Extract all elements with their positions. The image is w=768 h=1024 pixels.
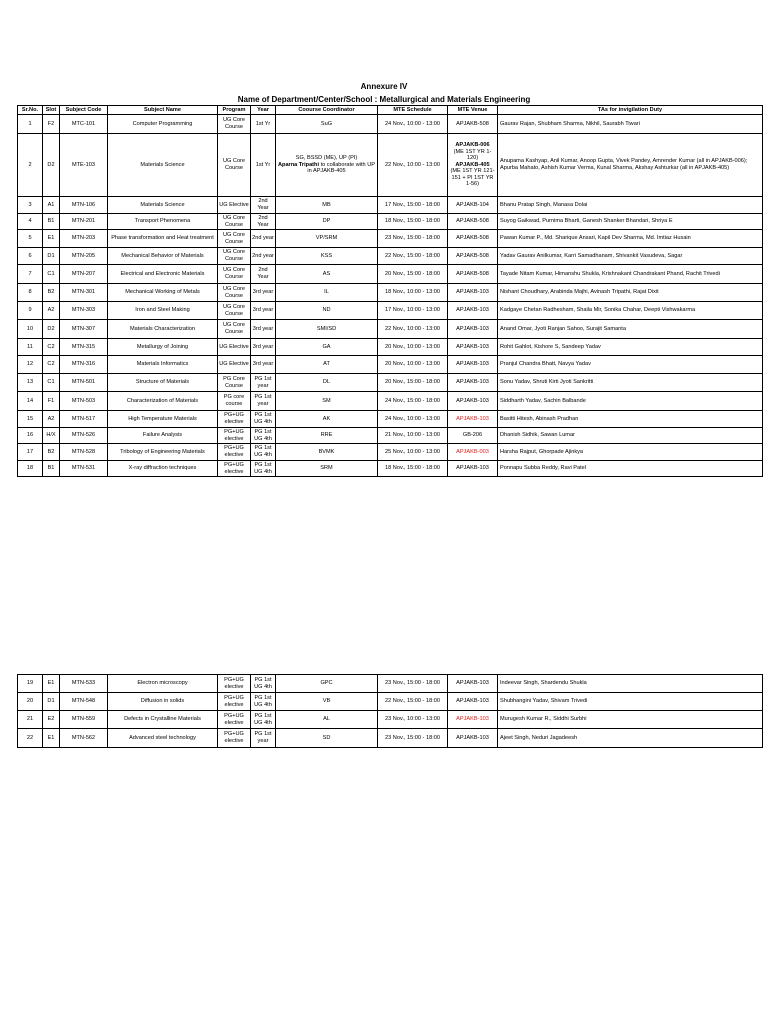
year-cell: 1st Yr <box>251 134 276 197</box>
program-cell: PG+UG elective <box>218 729 251 748</box>
program-cell: UG Core Course <box>218 320 251 339</box>
subject-code-cell: MTE-103 <box>60 134 108 197</box>
program-cell: PG+UG elective <box>218 428 251 444</box>
sr-no-cell: 15 <box>18 411 43 428</box>
slot-cell: E1 <box>43 230 60 248</box>
invigilation-table-continued <box>17 674 763 748</box>
program-cell: UG Core Course <box>218 115 251 134</box>
program-cell: UG Core Course <box>218 214 251 230</box>
program-cell: UG Core Course <box>218 134 251 197</box>
table-row <box>18 693 763 711</box>
subject-code-cell: MTN-531 <box>60 461 108 477</box>
tas-cell: Indeevar Singh, Shardendu Shukla <box>498 675 763 693</box>
year-cell: 3rd year <box>251 302 276 320</box>
subject-code-cell: MTC-101 <box>60 115 108 134</box>
mte-venue-cell: APJAKB-103 <box>448 284 498 302</box>
table-row <box>18 461 763 477</box>
tas-cell: Basitti Hitesh, Abinash Pradhan <box>498 411 763 428</box>
program-cell: PG+UG elective <box>218 411 251 428</box>
mte-venue-cell: APJAKB-103 <box>448 411 498 428</box>
program-cell: PG Core Course <box>218 374 251 392</box>
mte-venue-cell: APJAKB-103 <box>448 392 498 411</box>
program-cell: PG+UG elective <box>218 675 251 693</box>
subject-code-cell: MTN-301 <box>60 284 108 302</box>
coordinator-note: to collaborate with UP in APJAKB-405 <box>307 161 375 175</box>
year-cell: PG 1st UG 4th <box>251 411 276 428</box>
tas-cell: Anand Omar, Jyoti Ranjan Sahoo, Surajit Samanta <box>498 320 763 339</box>
coordinator-cell <box>276 134 378 197</box>
table-row <box>18 214 763 230</box>
mte-schedule-cell: 21 Nov., 10:00 - 13:00 <box>378 428 448 444</box>
slot-cell: C2 <box>43 339 60 356</box>
program-cell: PG+UG elective <box>218 693 251 711</box>
table-row <box>18 675 763 693</box>
tas-cell: Anupama Kashyap, Anil Kumar, Anoop Gupta, Vivek Pandey, Amrender Kumar (all in APJAKB-006); Apurba Mahato, Ashish Kumar Verma, Kunal Sharma, Akshay Ashturkar (all in APJAKB-405) <box>498 134 763 197</box>
sr-no-cell: 8 <box>18 284 43 302</box>
subject-code-cell: MTN-548 <box>60 693 108 711</box>
mte-schedule-cell: 20 Nov., 10:00 - 13:00 <box>378 339 448 356</box>
subject-name-cell: Electron microscopy <box>108 675 218 693</box>
year-cell: 3rd year <box>251 356 276 374</box>
mte-schedule-cell: 24 Nov., 10:00 - 13:00 <box>378 115 448 134</box>
mte-venue-cell <box>448 134 498 197</box>
table-row <box>18 392 763 411</box>
table-row <box>18 711 763 729</box>
mte-schedule-cell: 24 Nov., 15:00 - 18:00 <box>378 392 448 411</box>
col-header: Slot <box>43 106 60 115</box>
coordinator-cell: AT <box>276 356 378 374</box>
subject-name-cell: Structure of Materials <box>108 374 218 392</box>
mte-schedule-cell: 24 Nov., 10:00 - 13:00 <box>378 411 448 428</box>
program-cell: UG Core Course <box>218 284 251 302</box>
year-cell: 3rd year <box>251 339 276 356</box>
program-cell: PG+UG elective <box>218 461 251 477</box>
tas-cell: Tayade Nitam Kumar, Himanshu Shukla, Krishnakant Chandrakant Phand, Rachit Trivedi <box>498 265 763 284</box>
department-title: Name of Department/Center/School : Metallurgical and Materials Engineering <box>237 95 531 104</box>
col-header: Subject Code <box>60 106 108 115</box>
col-header: Year <box>251 106 276 115</box>
mte-venue-cell: APJAKB-508 <box>448 265 498 284</box>
mte-schedule-cell: 18 Nov., 10:00 - 13:00 <box>378 284 448 302</box>
slot-cell: A2 <box>43 411 60 428</box>
tas-cell: Gaurav Rajan, Shubham Sharma, Nikhil, Saurabh Tiwari <box>498 115 763 134</box>
coordinator-cell: VB <box>276 693 378 711</box>
table-row <box>18 248 763 265</box>
coordinator-cell: AL <box>276 711 378 729</box>
mte-venue-cell: APJAKB-103 <box>448 461 498 477</box>
subject-name-cell: Diffusion in solids <box>108 693 218 711</box>
slot-cell: E2 <box>43 711 60 729</box>
slot-cell: B2 <box>43 444 60 461</box>
coordinator-cell: VP/SRM <box>276 230 378 248</box>
subject-code-cell: MTN-562 <box>60 729 108 748</box>
slot-cell: C2 <box>43 356 60 374</box>
mte-schedule-cell: 23 Nov., 15:00 - 18:00 <box>378 230 448 248</box>
mte-venue-cell: APJAKB-103 <box>448 729 498 748</box>
subject-code-cell: MTN-501 <box>60 374 108 392</box>
year-cell: 2nd year <box>251 248 276 265</box>
coordinator-cell: ND <box>276 302 378 320</box>
slot-cell: B1 <box>43 461 60 477</box>
sr-no-cell: 14 <box>18 392 43 411</box>
mte-venue-cell: APJAKB-103 <box>448 374 498 392</box>
mte-venue-cell: APJAKB-508 <box>448 248 498 265</box>
mte-venue-cell: APJAKB-103 <box>448 320 498 339</box>
year-cell: 2nd Year <box>251 214 276 230</box>
subject-code-cell: MTN-526 <box>60 428 108 444</box>
mte-schedule-cell: 20 Nov., 15:00 - 18:00 <box>378 374 448 392</box>
slot-cell: E1 <box>43 675 60 693</box>
sr-no-cell: 13 <box>18 374 43 392</box>
header-row <box>18 106 763 115</box>
table-row <box>18 374 763 392</box>
coordinator-cell: DP <box>276 214 378 230</box>
tas-cell: Bhanu Pratap Singh, Manasa Dolai <box>498 197 763 214</box>
subject-code-cell: MTN-503 <box>60 392 108 411</box>
table-row <box>18 302 763 320</box>
sr-no-cell: 6 <box>18 248 43 265</box>
mte-schedule-cell: 20 Nov., 10:00 - 13:00 <box>378 356 448 374</box>
subject-code-cell: MTN-528 <box>60 444 108 461</box>
mte-venue-cell: APJAKB-103 <box>448 693 498 711</box>
sr-no-cell: 20 <box>18 693 43 711</box>
slot-cell: H/X <box>43 428 60 444</box>
venue-line: APJAKB-006 <box>455 141 490 148</box>
mte-schedule-cell: 17 Nov., 10:00 - 13:00 <box>378 302 448 320</box>
year-cell: 2nd Year <box>251 197 276 214</box>
subject-code-cell: MTN-205 <box>60 248 108 265</box>
mte-schedule-cell: 17 Nov., 15:00 - 18:00 <box>378 197 448 214</box>
venue-line: APJAKB-405 <box>455 161 490 168</box>
col-header: MTE Venue <box>448 106 498 115</box>
sr-no-cell: 2 <box>18 134 43 197</box>
table-row <box>18 230 763 248</box>
table-row <box>18 197 763 214</box>
coordinator-cell: AK <box>276 411 378 428</box>
slot-cell: B2 <box>43 284 60 302</box>
col-header: Sr.No. <box>18 106 43 115</box>
mte-venue-cell: APJAKB-103 <box>448 339 498 356</box>
mte-schedule-cell: 22 Nov., 15:00 - 18:00 <box>378 248 448 265</box>
subject-code-cell: MTN-316 <box>60 356 108 374</box>
col-header: MTE Schedule <box>378 106 448 115</box>
table-row <box>18 444 763 461</box>
tas-cell: Rohit Gahlot, Kishore S, Sandeep Yadav <box>498 339 763 356</box>
slot-cell: F2 <box>43 115 60 134</box>
subject-name-cell: Failure Analysis <box>108 428 218 444</box>
col-header: Subject Name <box>108 106 218 115</box>
mte-schedule-cell: 18 Nov., 15:00 - 18:00 <box>378 461 448 477</box>
coordinator-cell: SMI/SD <box>276 320 378 339</box>
subject-name-cell: Materials Characterization <box>108 320 218 339</box>
mte-venue-cell: GB-206 <box>448 428 498 444</box>
table-row <box>18 265 763 284</box>
subject-name-cell: Characterization of Materials <box>108 392 218 411</box>
sr-no-cell: 18 <box>18 461 43 477</box>
program-cell: UG Core Course <box>218 302 251 320</box>
table-row <box>18 115 763 134</box>
coordinator-cell: SM <box>276 392 378 411</box>
venue-line: (ME 1ST YR 121-151 + PI 1ST YR 1-56) <box>450 168 495 188</box>
program-cell: UG Core Course <box>218 230 251 248</box>
col-header: Coourse Coordinator <box>276 106 378 115</box>
tas-cell: Harsha Rajput, Ghorpade Ajinkya <box>498 444 763 461</box>
mte-schedule-cell: 22 Nov., 10:00 - 13:00 <box>378 134 448 197</box>
year-cell: PG 1st year <box>251 729 276 748</box>
tas-cell: Yadav Gaurav Anilkumar, Karri Samadhanam, Shivankit Vasudeva, Sagar <box>498 248 763 265</box>
subject-code-cell: MTN-303 <box>60 302 108 320</box>
table-row <box>18 284 763 302</box>
subject-name-cell: Mechanical Behavior of Materials <box>108 248 218 265</box>
year-cell: PG 1st UG 4th <box>251 444 276 461</box>
invigilation-table <box>17 105 763 477</box>
slot-cell: D1 <box>43 693 60 711</box>
year-cell: PG 1st UG 4th <box>251 461 276 477</box>
mte-venue-cell: APJAKB-103 <box>448 356 498 374</box>
coordinator-cell: DL <box>276 374 378 392</box>
coordinator-cell: KSS <box>276 248 378 265</box>
subject-name-cell: Defects in Crystalline Materials <box>108 711 218 729</box>
coordinator-cell: SuG <box>276 115 378 134</box>
program-cell: UG Elective <box>218 339 251 356</box>
sr-no-cell: 17 <box>18 444 43 461</box>
sr-no-cell: 4 <box>18 214 43 230</box>
subject-name-cell: Materials Informatics <box>108 356 218 374</box>
year-cell: PG 1st year <box>251 374 276 392</box>
slot-cell: D1 <box>43 248 60 265</box>
col-header: Program <box>218 106 251 115</box>
slot-cell: D2 <box>43 134 60 197</box>
mte-schedule-cell: 23 Nov., 15:00 - 18:00 <box>378 675 448 693</box>
tas-cell: Suyog Gaikwad, Purnima Bharti, Ganesh Shanker Bhandari, Shriya E <box>498 214 763 230</box>
slot-cell: A2 <box>43 302 60 320</box>
mte-schedule-cell: 23 Nov., 15:00 - 18:00 <box>378 729 448 748</box>
sr-no-cell: 21 <box>18 711 43 729</box>
mte-schedule-cell: 22 Nov., 15:00 - 18:00 <box>378 693 448 711</box>
mte-venue-cell: APJAKB-508 <box>448 230 498 248</box>
sr-no-cell: 5 <box>18 230 43 248</box>
slot-cell: D2 <box>43 320 60 339</box>
slot-cell: E1 <box>43 729 60 748</box>
mte-schedule-cell: 25 Nov., 10:00 - 13:00 <box>378 444 448 461</box>
subject-code-cell: MTN-559 <box>60 711 108 729</box>
subject-name-cell: Materials Science <box>108 197 218 214</box>
tas-cell: Kadgaye Chetan Radhesham, Shaila Mir, Sonika Chahar, Deepti Vishwakarma <box>498 302 763 320</box>
year-cell: PG 1st UG 4th <box>251 711 276 729</box>
sr-no-cell: 22 <box>18 729 43 748</box>
mte-venue-cell: APJAKB-103 <box>448 675 498 693</box>
venue-line: (ME 1ST YR 1-120) <box>453 148 492 162</box>
slot-cell: B1 <box>43 214 60 230</box>
table-row <box>18 428 763 444</box>
mte-schedule-cell: 18 Nov., 15:00 - 18:00 <box>378 214 448 230</box>
coordinator-cell: MB <box>276 197 378 214</box>
table-row <box>18 339 763 356</box>
mte-venue-cell: APJAKB-508 <box>448 214 498 230</box>
subject-name-cell: Tribology of Engineering Materials <box>108 444 218 461</box>
table-row <box>18 356 763 374</box>
sr-no-cell: 7 <box>18 265 43 284</box>
sr-no-cell: 1 <box>18 115 43 134</box>
mte-schedule-cell: 22 Nov., 10:00 - 13:00 <box>378 320 448 339</box>
slot-cell: A1 <box>43 197 60 214</box>
coordinator-cell: SRM <box>276 461 378 477</box>
tas-cell: Pawan Kumar P., Md. Sharique Ansari, Kapil Dev Sharma, Md. Imtiaz Husain <box>498 230 763 248</box>
subject-code-cell: MTN-207 <box>60 265 108 284</box>
slot-cell: F1 <box>43 392 60 411</box>
coordinator-cell: GA <box>276 339 378 356</box>
program-cell: PG core course <box>218 392 251 411</box>
mte-venue-cell: APJAKB-104 <box>448 197 498 214</box>
annexure-title: Annexure IV <box>360 82 408 91</box>
program-cell: UG Core Course <box>218 248 251 265</box>
program-cell: UG Elective <box>218 197 251 214</box>
coordinator-cell: RRE <box>276 428 378 444</box>
tas-cell: Murugesh Kumar R., Siddhi Surbhi <box>498 711 763 729</box>
subject-code-cell: MTN-533 <box>60 675 108 693</box>
table-row <box>18 320 763 339</box>
tas-cell: Dhanish Sidhik, Sawan Lumar <box>498 428 763 444</box>
mte-venue-cell: APJAKB-103 <box>448 711 498 729</box>
sr-no-cell: 16 <box>18 428 43 444</box>
program-cell: UG Elective <box>218 356 251 374</box>
coordinator-line: SG, BSSD (ME), UP (PI) <box>295 155 358 162</box>
subject-code-cell: MTN-315 <box>60 339 108 356</box>
coordinator-cell: IL <box>276 284 378 302</box>
subject-name-cell: Materials Science <box>108 134 218 197</box>
col-header: TAs for invigilation Duty <box>498 106 763 115</box>
subject-code-cell: MTN-517 <box>60 411 108 428</box>
sr-no-cell: 12 <box>18 356 43 374</box>
slot-cell: C1 <box>43 374 60 392</box>
subject-name-cell: High Temperature Materials <box>108 411 218 428</box>
year-cell: PG 1st year <box>251 392 276 411</box>
subject-code-cell: MTN-203 <box>60 230 108 248</box>
sr-no-cell: 9 <box>18 302 43 320</box>
year-cell: 3rd year <box>251 284 276 302</box>
year-cell: 2nd Year <box>251 265 276 284</box>
mte-venue-cell: APJAKB-003 <box>448 444 498 461</box>
table-row <box>18 411 763 428</box>
coordinator-collaborator: Aparna Tripathi <box>277 161 320 168</box>
subject-name-cell: Electrical and Electronic Materials <box>108 265 218 284</box>
sr-no-cell: 10 <box>18 320 43 339</box>
subject-name-cell: Metallurgy of Joining <box>108 339 218 356</box>
year-cell: 2nd year <box>251 230 276 248</box>
subject-name-cell: Mechanical Working of Metals <box>108 284 218 302</box>
program-cell: PG+UG elective <box>218 444 251 461</box>
tas-cell: Siddharth Yadav, Sachin Balbande <box>498 392 763 411</box>
program-cell: UG Core Course <box>218 265 251 284</box>
mte-venue-cell: APJAKB-103 <box>448 302 498 320</box>
tas-cell: Sonu Yadav, Shruti Kirti Jyoti Sankritti <box>498 374 763 392</box>
table-row <box>18 729 763 748</box>
coordinator-cell: AS <box>276 265 378 284</box>
subject-name-cell: Advanced steel technology <box>108 729 218 748</box>
program-cell: PG+UG elective <box>218 711 251 729</box>
sr-no-cell: 19 <box>18 675 43 693</box>
coordinator-cell: BVMK <box>276 444 378 461</box>
sr-no-cell: 3 <box>18 197 43 214</box>
coordinator-cell: SD <box>276 729 378 748</box>
subject-code-cell: MTN-106 <box>60 197 108 214</box>
subject-code-cell: MTN-201 <box>60 214 108 230</box>
sr-no-cell: 11 <box>18 339 43 356</box>
subject-name-cell: Phase transformation and Heat treatment <box>108 230 218 248</box>
year-cell: 3rd year <box>251 320 276 339</box>
table-row <box>18 134 763 197</box>
year-cell: PG 1st UG 4th <box>251 428 276 444</box>
mte-schedule-cell: 23 Nov., 10:00 - 13:00 <box>378 711 448 729</box>
tas-cell: Ajeet Singh, Neduri Jagadeesh <box>498 729 763 748</box>
subject-code-cell: MTN-307 <box>60 320 108 339</box>
subject-name-cell: Computer Programming <box>108 115 218 134</box>
coordinator-cell: GPC <box>276 675 378 693</box>
tas-cell: Shubhangini Yadav, Shivam Trivedi <box>498 693 763 711</box>
mte-schedule-cell: 20 Nov., 15:00 - 18:00 <box>378 265 448 284</box>
mte-venue-cell: APJAKB-508 <box>448 115 498 134</box>
year-cell: PG 1st UG 4th <box>251 693 276 711</box>
year-cell: PG 1st UG 4th <box>251 675 276 693</box>
subject-name-cell: Iron and Steel Making <box>108 302 218 320</box>
tas-cell: Pranjul Chandra Bhatt, Navya Yadav <box>498 356 763 374</box>
slot-cell: C1 <box>43 265 60 284</box>
subject-name-cell: Transport Phenomena <box>108 214 218 230</box>
tas-cell: Ponnapu Subba Reddy, Ravi Patel <box>498 461 763 477</box>
tas-cell: Nishant Choudhary, Arabinda Majhi, Avinash Tripathi, Rajat Dixit <box>498 284 763 302</box>
year-cell: 1st Yr <box>251 115 276 134</box>
subject-name-cell: X-ray diffraction techniques <box>108 461 218 477</box>
